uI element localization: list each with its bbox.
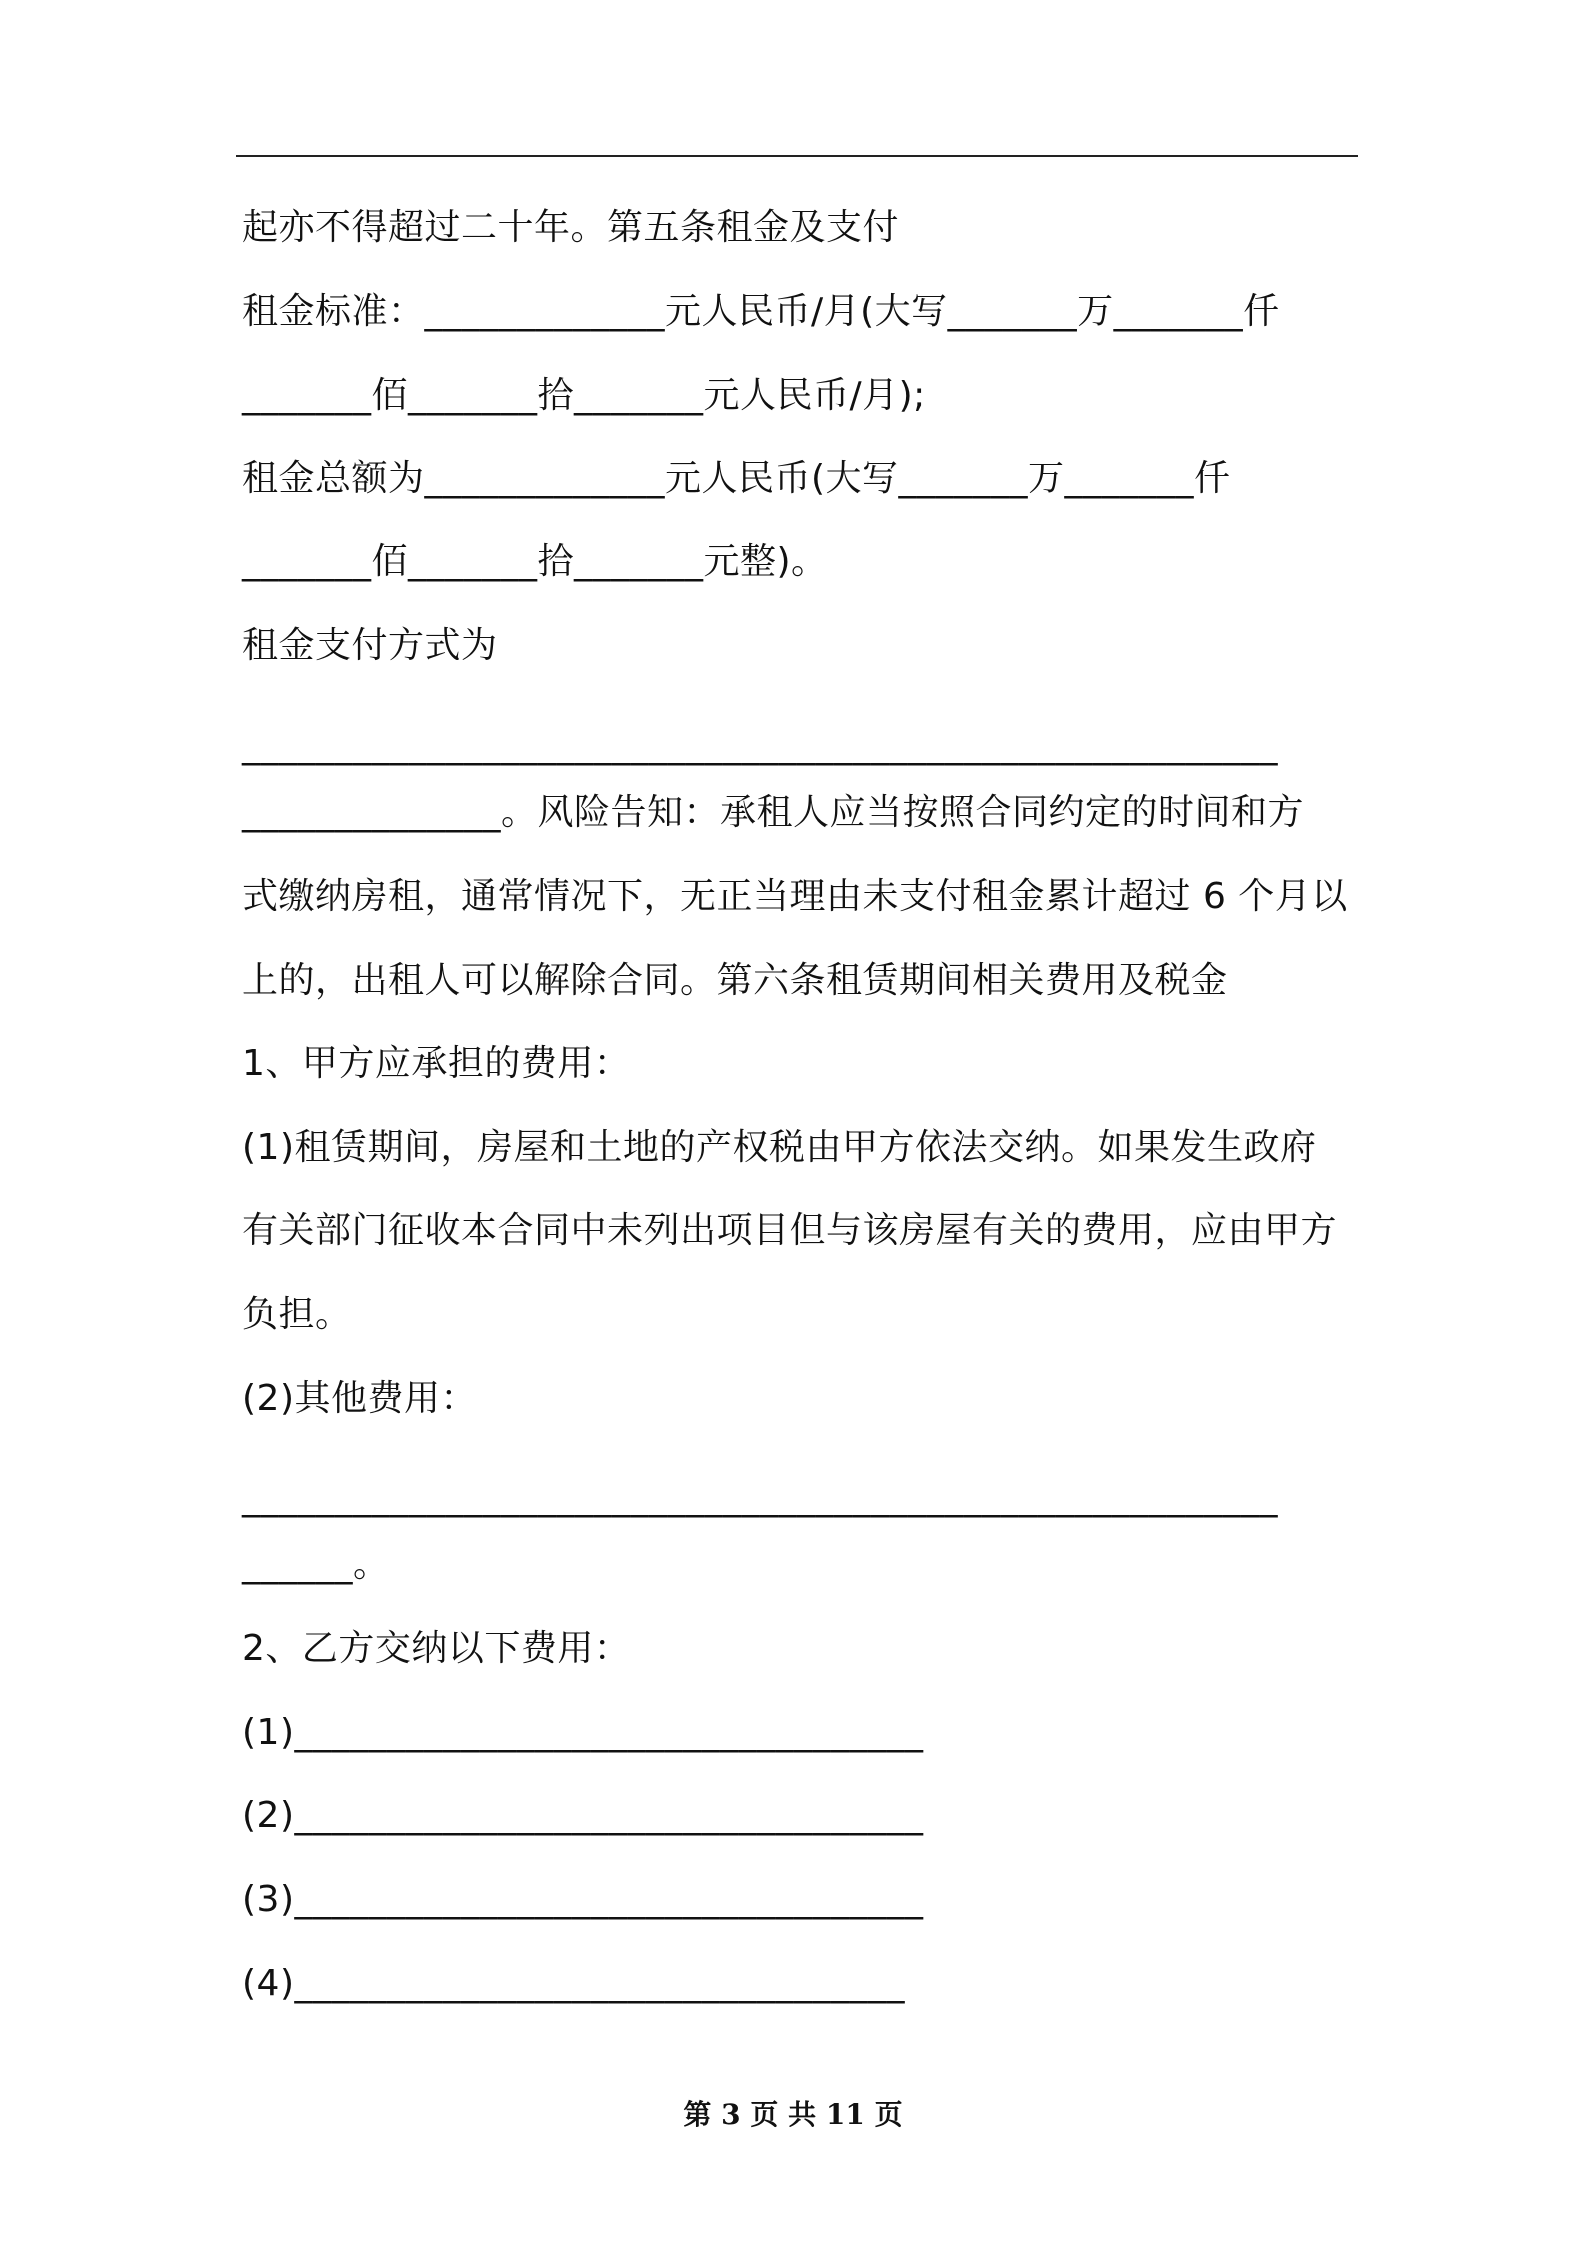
text-line-17: ______。 [242,1544,390,1585]
text-line-13: 有关部门征收本合同中未列出项目但与该房屋有关的费用，应由甲方 [242,1210,1338,1251]
text-line-18: 2、乙方交纳以下费用： [242,1628,631,1669]
text-line-4: 租金总额为_____________元人民币(大写_______万_______仟 [242,458,1231,499]
text-line-12: (1)租赁期间，房屋和土地的产权税由甲方依法交纳。如果发生政府 [242,1127,1317,1168]
text-line-3: _______佰_______拾_______元人民币/月); [242,375,926,416]
text-line-20: (2)__________________________________ [242,1795,924,1836]
header-rule [236,155,1358,157]
text-line-8: ______________。风险告知：承租人应当按照合同约定的时间和方 [242,792,1305,833]
text-line-19: (1)__________________________________ [242,1712,924,1753]
text-line-6: 租金支付方式为 [242,625,498,666]
text-line-11: 1、甲方应承担的费用： [242,1043,631,1084]
text-line-15: (2)其他费用： [242,1378,477,1419]
text-line-22: (4)_________________________________ [242,1963,905,2004]
text-line-21: (3)__________________________________ [242,1879,924,1920]
text-line-16: ________________________________________________________ [242,1477,1278,1518]
text-line-10: 上的，出租人可以解除合同。第六条租赁期间相关费用及税金 [242,960,1228,1001]
text-line-1: 起亦不得超过二十年。第五条租金及支付 [242,207,900,248]
text-line-14: 负担。 [242,1294,352,1335]
text-line-2: 租金标准：_____________元人民币/月(大写_______万_______仟 [242,291,1280,332]
page-number: 第 3 页 共 11 页 [683,2098,903,2131]
text-line-5: _______佰_______拾_______元整)。 [242,541,828,582]
text-line-9: 式缴纳房租，通常情况下，无正当理由未支付租金累计超过 6 个月以 [242,876,1348,917]
text-line-7: ________________________________________________________ [242,725,1278,766]
